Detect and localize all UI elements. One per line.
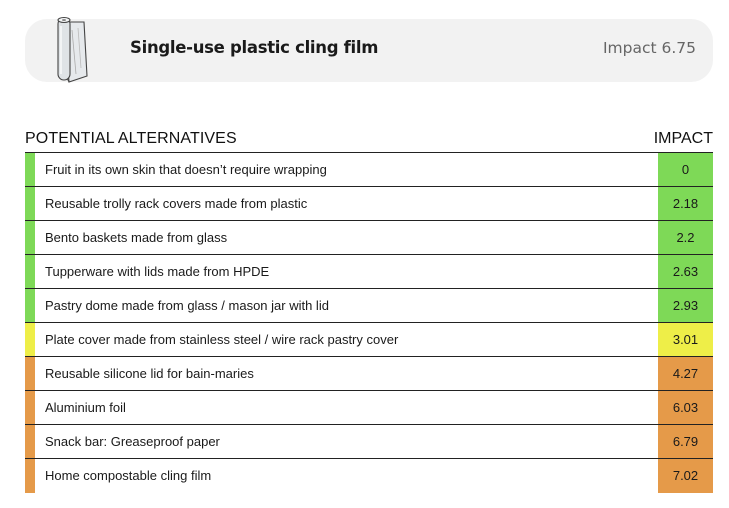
impact-value: 6.75 — [661, 39, 696, 57]
alternative-label: Pastry dome made from glass / mason jar with lid — [45, 298, 329, 313]
impact-column-header: IMPACT — [653, 130, 713, 147]
alternative-label: Tupperware with lids made from HPDE — [45, 264, 270, 279]
alternative-row[interactable] — [25, 255, 713, 289]
alternative-label: Fruit in its own skin that doesn’t require wrapping — [45, 162, 327, 177]
alternative-impact-score: 2.2 — [658, 221, 713, 254]
alternatives-heading: POTENTIAL ALTERNATIVES — [25, 130, 237, 147]
impact-color-stripe — [25, 323, 35, 356]
alternative-row[interactable] — [25, 323, 713, 357]
alternative-label: Bento baskets made from glass — [45, 230, 228, 245]
alternative-row[interactable] — [25, 187, 713, 221]
alternative-row[interactable] — [25, 459, 713, 493]
impact-color-stripe — [25, 357, 35, 390]
alternative-impact-score: 0 — [658, 153, 713, 186]
product-impact — [603, 39, 696, 57]
alternative-impact-score: 6.79 — [658, 425, 713, 458]
alternative-row[interactable] — [25, 391, 713, 425]
cling-film-roll-icon — [49, 16, 93, 86]
impact-color-stripe — [25, 221, 35, 254]
alternative-row[interactable] — [25, 221, 713, 255]
alternative-label: Plate cover made from stainless steel / wire rack pastry cover — [45, 332, 399, 347]
product-title: Single-use plastic cling film — [130, 38, 379, 57]
impact-color-stripe — [25, 153, 35, 186]
alternative-impact-score: 2.18 — [658, 187, 713, 220]
alternative-impact-score: 2.63 — [658, 255, 713, 288]
alternatives-table — [25, 152, 713, 493]
impact-color-stripe — [25, 187, 35, 220]
alternative-row[interactable] — [25, 425, 713, 459]
alternative-impact-score: 6.03 — [658, 391, 713, 424]
impact-color-stripe — [25, 425, 35, 458]
alternative-impact-score: 2.93 — [658, 289, 713, 322]
alternative-label: Aluminium foil — [45, 400, 126, 415]
alternative-label: Reusable trolly rack covers made from plastic — [45, 196, 308, 211]
alternative-label: Home compostable cling film — [45, 468, 212, 483]
alternative-impact-score: 3.01 — [658, 323, 713, 356]
alternative-label: Snack bar: Greaseproof paper — [45, 434, 220, 449]
alternative-label: Reusable silicone lid for bain-maries — [45, 366, 254, 381]
alternative-row[interactable] — [25, 357, 713, 391]
alternative-impact-score: 7.02 — [658, 459, 713, 493]
impact-color-stripe — [25, 289, 35, 322]
impact-color-stripe — [25, 255, 35, 288]
alternative-row[interactable] — [25, 153, 713, 187]
impact-label: Impact — [602, 39, 657, 57]
impact-color-stripe — [25, 391, 35, 424]
product-card — [25, 19, 713, 82]
impact-color-stripe — [25, 459, 35, 493]
alternative-impact-score: 4.27 — [658, 357, 713, 390]
alternative-row[interactable] — [25, 289, 713, 323]
